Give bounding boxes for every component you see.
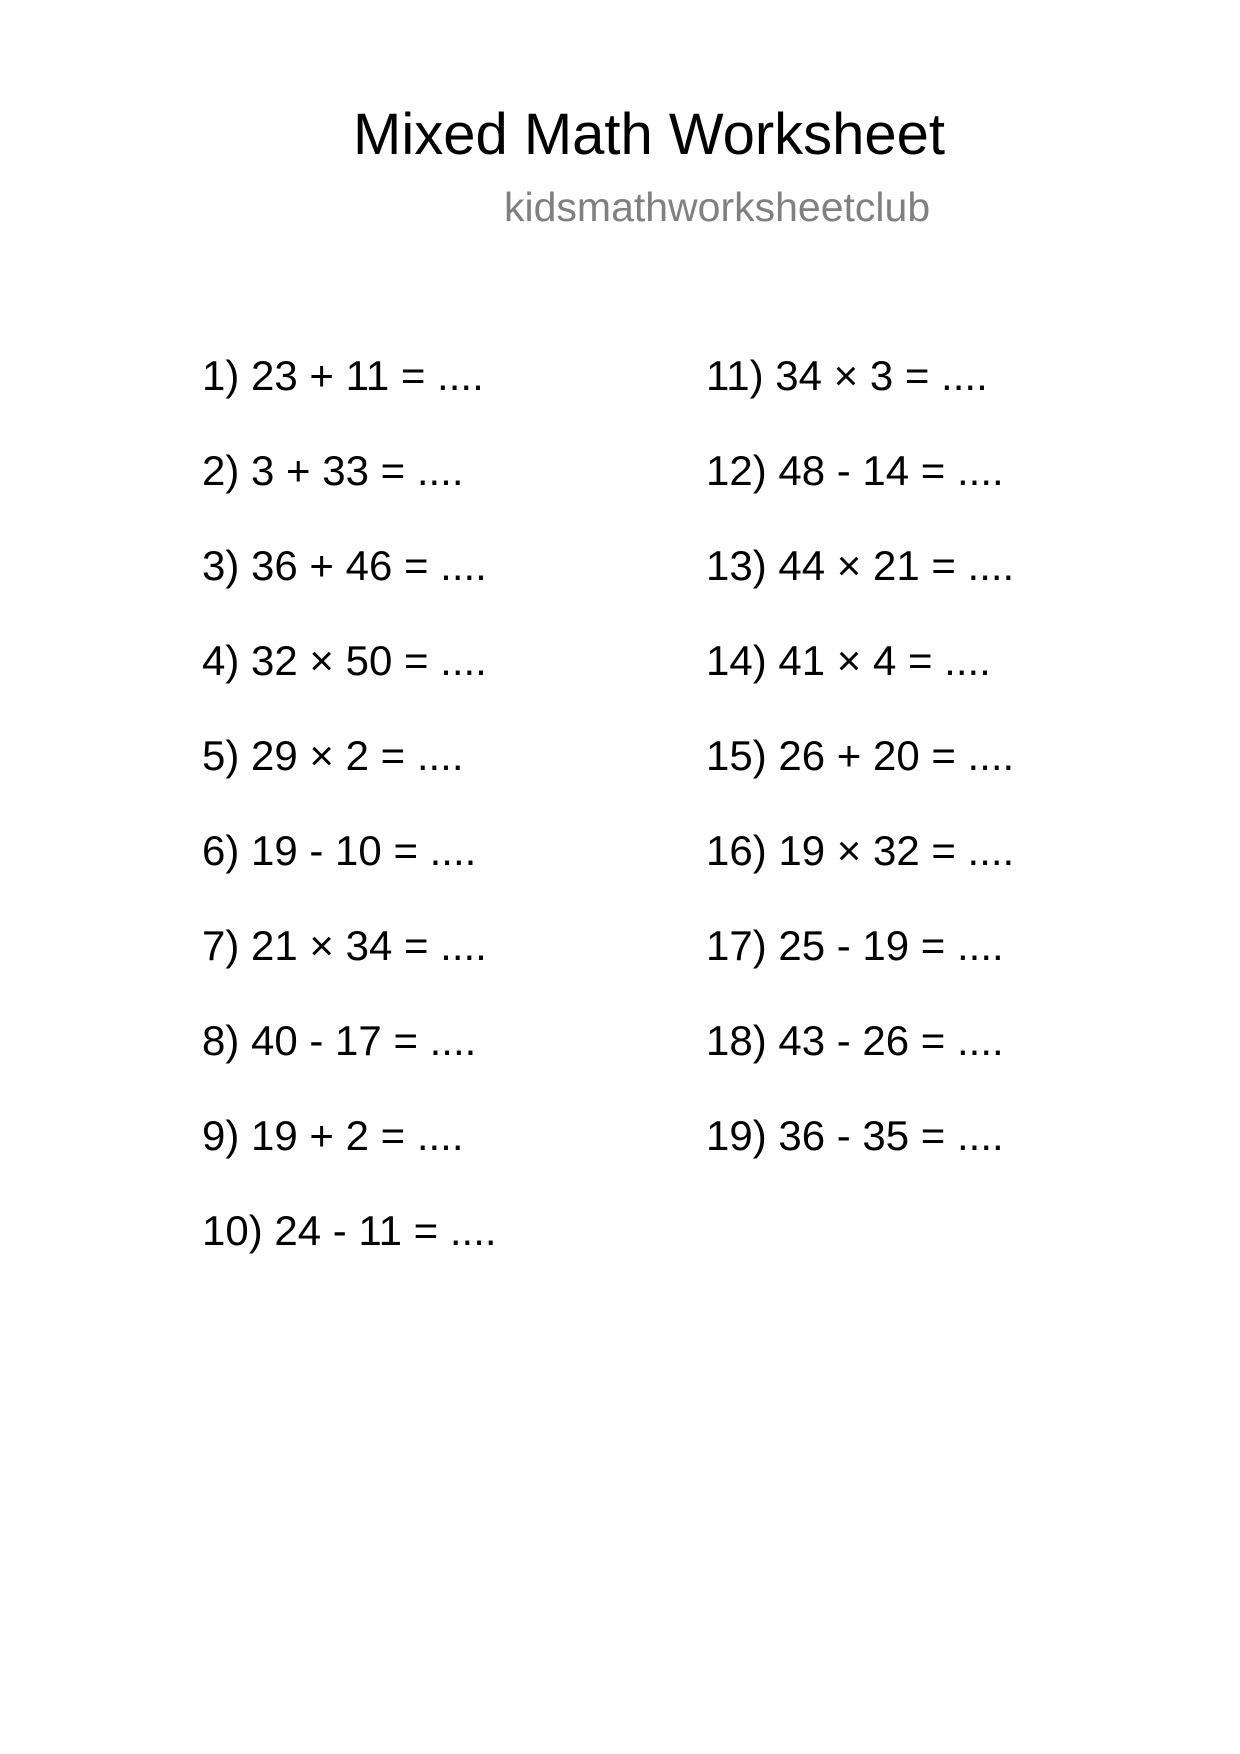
problem-11: 11) 34 × 3 = ....: [706, 352, 988, 399]
problem-column-right: [706, 351, 1014, 1206]
problem-2: 2) 3 + 33 = ....: [202, 447, 464, 494]
problem-3: 3) 36 + 46 = ....: [202, 542, 487, 589]
problem-14: 14) 41 × 4 = ....: [706, 637, 991, 684]
problem-column-left: [202, 351, 497, 1301]
problem-15: 15) 26 + 20 = ....: [706, 732, 1015, 779]
problem-18: 18) 43 - 26 = ....: [706, 1017, 1004, 1064]
problem-10: 10) 24 - 11 = ....: [202, 1207, 497, 1254]
worksheet-subtitle: kidsmathworksheetclub: [504, 184, 931, 230]
problem-9: 9) 19 + 2 = ....: [202, 1112, 464, 1159]
problem-19: 19) 36 - 35 = ....: [706, 1112, 1004, 1159]
problem-5: 5) 29 × 2 = ....: [202, 732, 464, 779]
problem-1: 1) 23 + 11 = ....: [202, 352, 484, 399]
problem-16: 16) 19 × 32 = ....: [706, 827, 1015, 874]
problem-8: 8) 40 - 17 = ....: [202, 1017, 477, 1064]
problem-6: 6) 19 - 10 = ....: [202, 827, 477, 874]
problem-17: 17) 25 - 19 = ....: [706, 922, 1004, 969]
worksheet-title: Mixed Math Worksheet: [353, 102, 946, 167]
problem-4: 4) 32 × 50 = ....: [202, 637, 487, 684]
problem-13: 13) 44 × 21 = ....: [706, 542, 1015, 589]
problem-7: 7) 21 × 34 = ....: [202, 922, 487, 969]
problem-12: 12) 48 - 14 = ....: [706, 447, 1004, 494]
